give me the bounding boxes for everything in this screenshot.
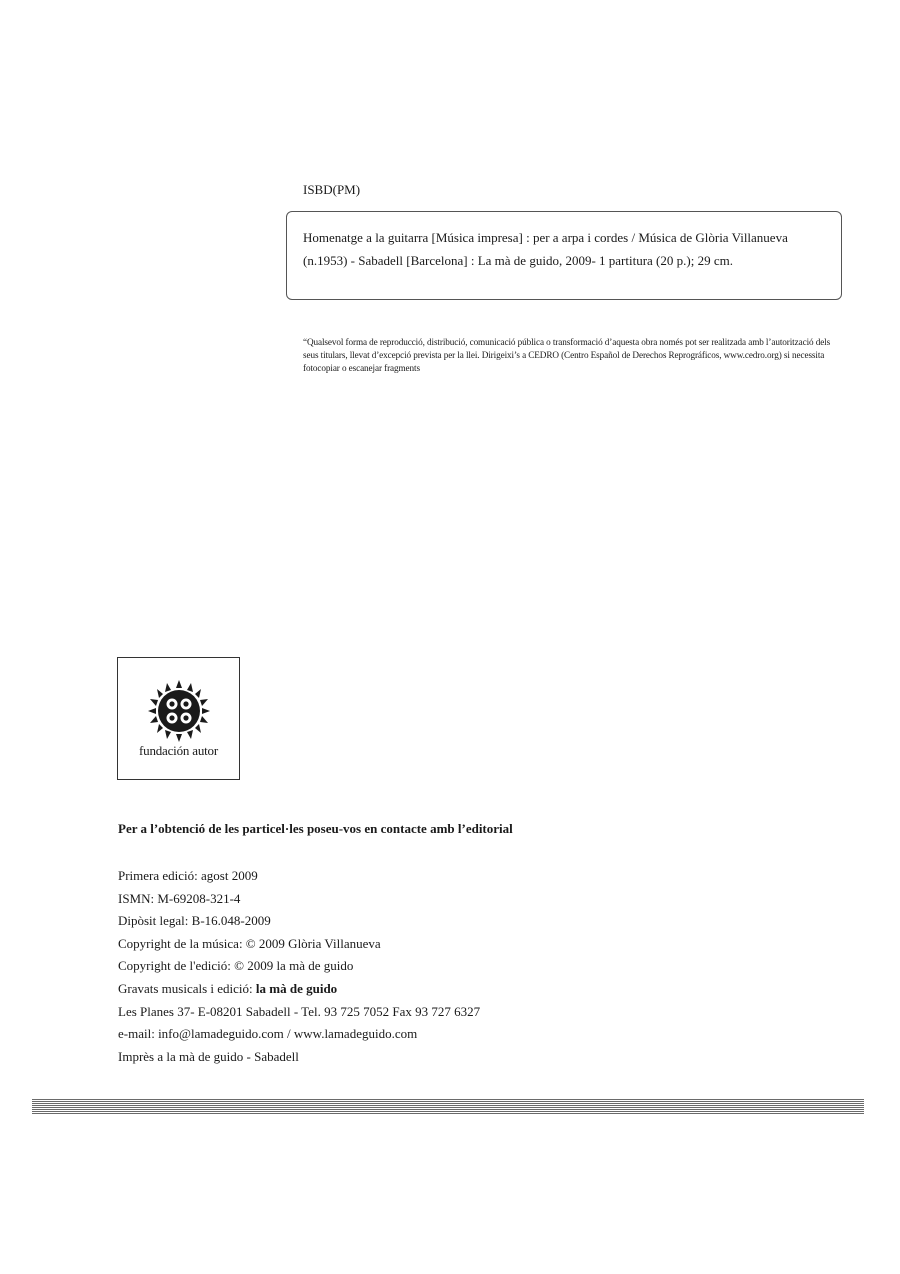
isbd-record-box	[286, 211, 842, 300]
publisher-contact: e-mail: info@lamadeguido.com / www.lamadeguido.com	[118, 1026, 418, 1042]
rights-notice: “Qualsevol forma de reproducció, distribució, comunicació pública o transformació d’aquesta obra només pot ser realitzada amb l’autorització dels seus titulars, llevat d’excepció prevista per la llei. Dirigeixi’s a CEDRO (Centro Español de Derechos Reprográficos, www.cedro.org) si necessita fotocopiar o escanejar fragments	[303, 337, 831, 373]
contact-heading: Per a l’obtenció de les particel·les poseu-vos en contacte amb l’editorial	[118, 821, 513, 836]
printed-by: Imprès a la mà de guido - Sabadell	[118, 1048, 299, 1064]
isbd-record-text: Homenatge a la guitarra [Música impresa] : per a arpa i cordes / Música de Glòria Villanueva (n.1953) - Sabadell [Barcelona] : La mà de guido, 2009- 1 partitura (20 p.); 29 cm.	[303, 230, 788, 268]
engraving-credit	[118, 978, 480, 1001]
first-edition: Primera edició: agost 2009	[118, 868, 258, 883]
publisher-address: Les Planes 37- E-08201 Sabadell - Tel. 93 725 7052 Fax 93 727 6327	[118, 1003, 481, 1019]
isbd-label: ISBD(PM)	[303, 182, 361, 197]
ismn: ISMN: M-69208-321-4	[118, 890, 241, 906]
edition-copyright: Copyright de l'edició: © 2009 la mà de guido	[118, 958, 354, 974]
engraving-prefix: Gravats musicals i edició:	[118, 980, 256, 996]
fundacion-autor-sun-logo-icon	[146, 680, 212, 742]
engraving-publisher: la mà de guido	[255, 980, 338, 996]
music-copyright: Copyright de la música: © 2009 Glòria Villanueva	[118, 935, 381, 951]
footer-rule	[32, 1099, 864, 1115]
credits-block	[118, 865, 480, 1068]
fundacion-autor-logo	[117, 657, 240, 780]
logo-caption: fundación autor	[139, 743, 218, 758]
legal-deposit: Dipòsit legal: B-16.048-2009	[118, 913, 271, 929]
